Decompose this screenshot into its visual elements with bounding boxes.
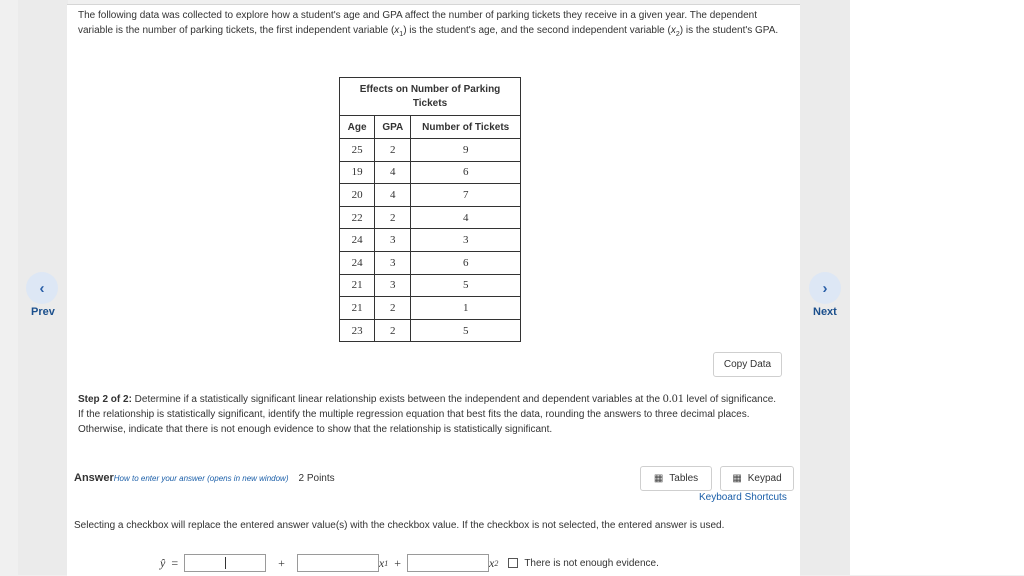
keypad-icon: ▦: [732, 473, 742, 484]
table-row: [340, 229, 521, 252]
table-cell: 3: [375, 274, 411, 297]
table-cell: 1: [411, 297, 521, 320]
table-caption: Effects on Number of Parking Tickets: [339, 77, 521, 115]
equals-sign: =: [171, 555, 179, 570]
table-cell: 2: [375, 206, 411, 229]
table-cell: 2: [375, 139, 411, 162]
intro-var-x1: x: [394, 24, 400, 36]
step-label: Step 2 of 2:: [78, 394, 132, 405]
intro-var-x2: x: [670, 24, 676, 36]
intercept-input[interactable]: [184, 554, 266, 572]
table-cell: 24: [340, 251, 375, 274]
table-cell: 4: [375, 161, 411, 184]
table-cell: 4: [411, 206, 521, 229]
prev-label[interactable]: Prev: [31, 306, 55, 318]
plus-sign: +: [278, 555, 285, 570]
keypad-button[interactable]: [720, 466, 794, 491]
checkbox-note: Selecting a checkbox will replace the entered answer value(s) with the checkbox value. If the checkbox is not selected, the entered answer is used.: [74, 520, 725, 531]
table-icon: ▦: [653, 473, 664, 484]
intro-text-1: The following data was collected to explore how a student's age and GPA affect the number of parking tickets they receive in a given year. The dependent variable is the number of parking tickets, the first independent variable (: [78, 10, 757, 36]
next-button[interactable]: [809, 272, 841, 304]
header-tickets: Number of Tickets: [411, 116, 521, 139]
alpha-value: 0.01: [662, 391, 684, 405]
answer-header: [74, 472, 335, 484]
step-instructions: [78, 391, 778, 437]
coefficient-x2-input[interactable]: [407, 554, 489, 572]
table-cell: 25: [340, 139, 375, 162]
table-cell: 3: [375, 229, 411, 252]
tables-label: Tables: [669, 473, 699, 484]
answer-help-link[interactable]: How to enter your answer (opens in new window): [113, 474, 289, 483]
answer-label: Answer: [74, 472, 114, 484]
coefficient-x1-input[interactable]: [297, 554, 379, 572]
table-cell: 22: [340, 206, 375, 229]
intro-sub-2: 2: [675, 30, 680, 38]
x1-subscript: 1: [384, 558, 389, 568]
table-row: [340, 206, 521, 229]
x2-variable: x: [489, 555, 495, 570]
not-enough-evidence-label[interactable]: There is not enough evidence.: [524, 557, 659, 569]
table-cell: 3: [375, 251, 411, 274]
table-cell: 4: [375, 184, 411, 207]
table-row: [340, 297, 521, 320]
header-gpa: GPA: [375, 116, 411, 139]
copy-data-label: Copy Data: [723, 359, 772, 370]
table-cell: 2: [375, 319, 411, 342]
table-cell: 3: [411, 229, 521, 252]
table-cell: 7: [411, 184, 521, 207]
chevron-right-icon: ›: [822, 279, 828, 297]
keypad-label: Keypad: [747, 473, 782, 484]
next-label[interactable]: Next: [813, 306, 837, 318]
table-cell: 23: [340, 319, 375, 342]
question-intro: [78, 9, 794, 42]
table-cell: 6: [411, 251, 521, 274]
chevron-left-icon: ‹: [39, 279, 45, 297]
table-row: [340, 251, 521, 274]
tables-button[interactable]: [640, 466, 712, 491]
table-cell: 21: [340, 297, 375, 320]
copy-data-button[interactable]: [713, 352, 782, 377]
points-label: 2 Points: [298, 473, 335, 484]
table-cell: 5: [411, 319, 521, 342]
x2-subscript: 2: [494, 558, 499, 568]
table-cell: 9: [411, 139, 521, 162]
text-caret: [225, 557, 226, 569]
intro-sub-1: 1: [399, 30, 404, 38]
table-cell: 2: [375, 297, 411, 320]
regression-equation-row: [160, 553, 659, 573]
plus-sign-2: +: [394, 555, 401, 570]
table-row: [340, 319, 521, 342]
keyboard-shortcuts-link[interactable]: Keyboard Shortcuts: [699, 492, 787, 503]
parking-tickets-table: [339, 77, 521, 342]
prev-button[interactable]: [26, 272, 58, 304]
table-cell: 6: [411, 161, 521, 184]
table-cell: 5: [411, 274, 521, 297]
y-hat-symbol: ŷ: [160, 555, 166, 570]
step-text-2: level of significance. If the relationship is statistically significant, identify the multiple regression equation that best fits the data, rounding the answers to three decimal places. Otherwise, indicate that there is not enough evidence to show that the relationship is statistically significant.: [78, 394, 777, 435]
intro-text-3: ) is the student's GPA.: [679, 24, 779, 36]
table-cell: 21: [340, 274, 375, 297]
table-row: [340, 274, 521, 297]
x1-variable: x: [378, 555, 385, 570]
step-text-1: Determine if a statistically significant linear relationship exists between the independent and dependent variables at the: [131, 394, 663, 405]
right-blank-area: [850, 0, 1024, 575]
left-rail: [0, 0, 18, 575]
table-row: [340, 184, 521, 207]
table-cell: 24: [340, 229, 375, 252]
table-cell: 19: [340, 161, 375, 184]
table-row: [340, 139, 521, 162]
table-cell: 20: [340, 184, 375, 207]
not-enough-evidence-checkbox[interactable]: [508, 558, 518, 568]
table-row: [340, 161, 521, 184]
header-age: Age: [340, 116, 375, 139]
intro-text-2: ) is the student's age, and the second independent variable (: [403, 24, 671, 36]
